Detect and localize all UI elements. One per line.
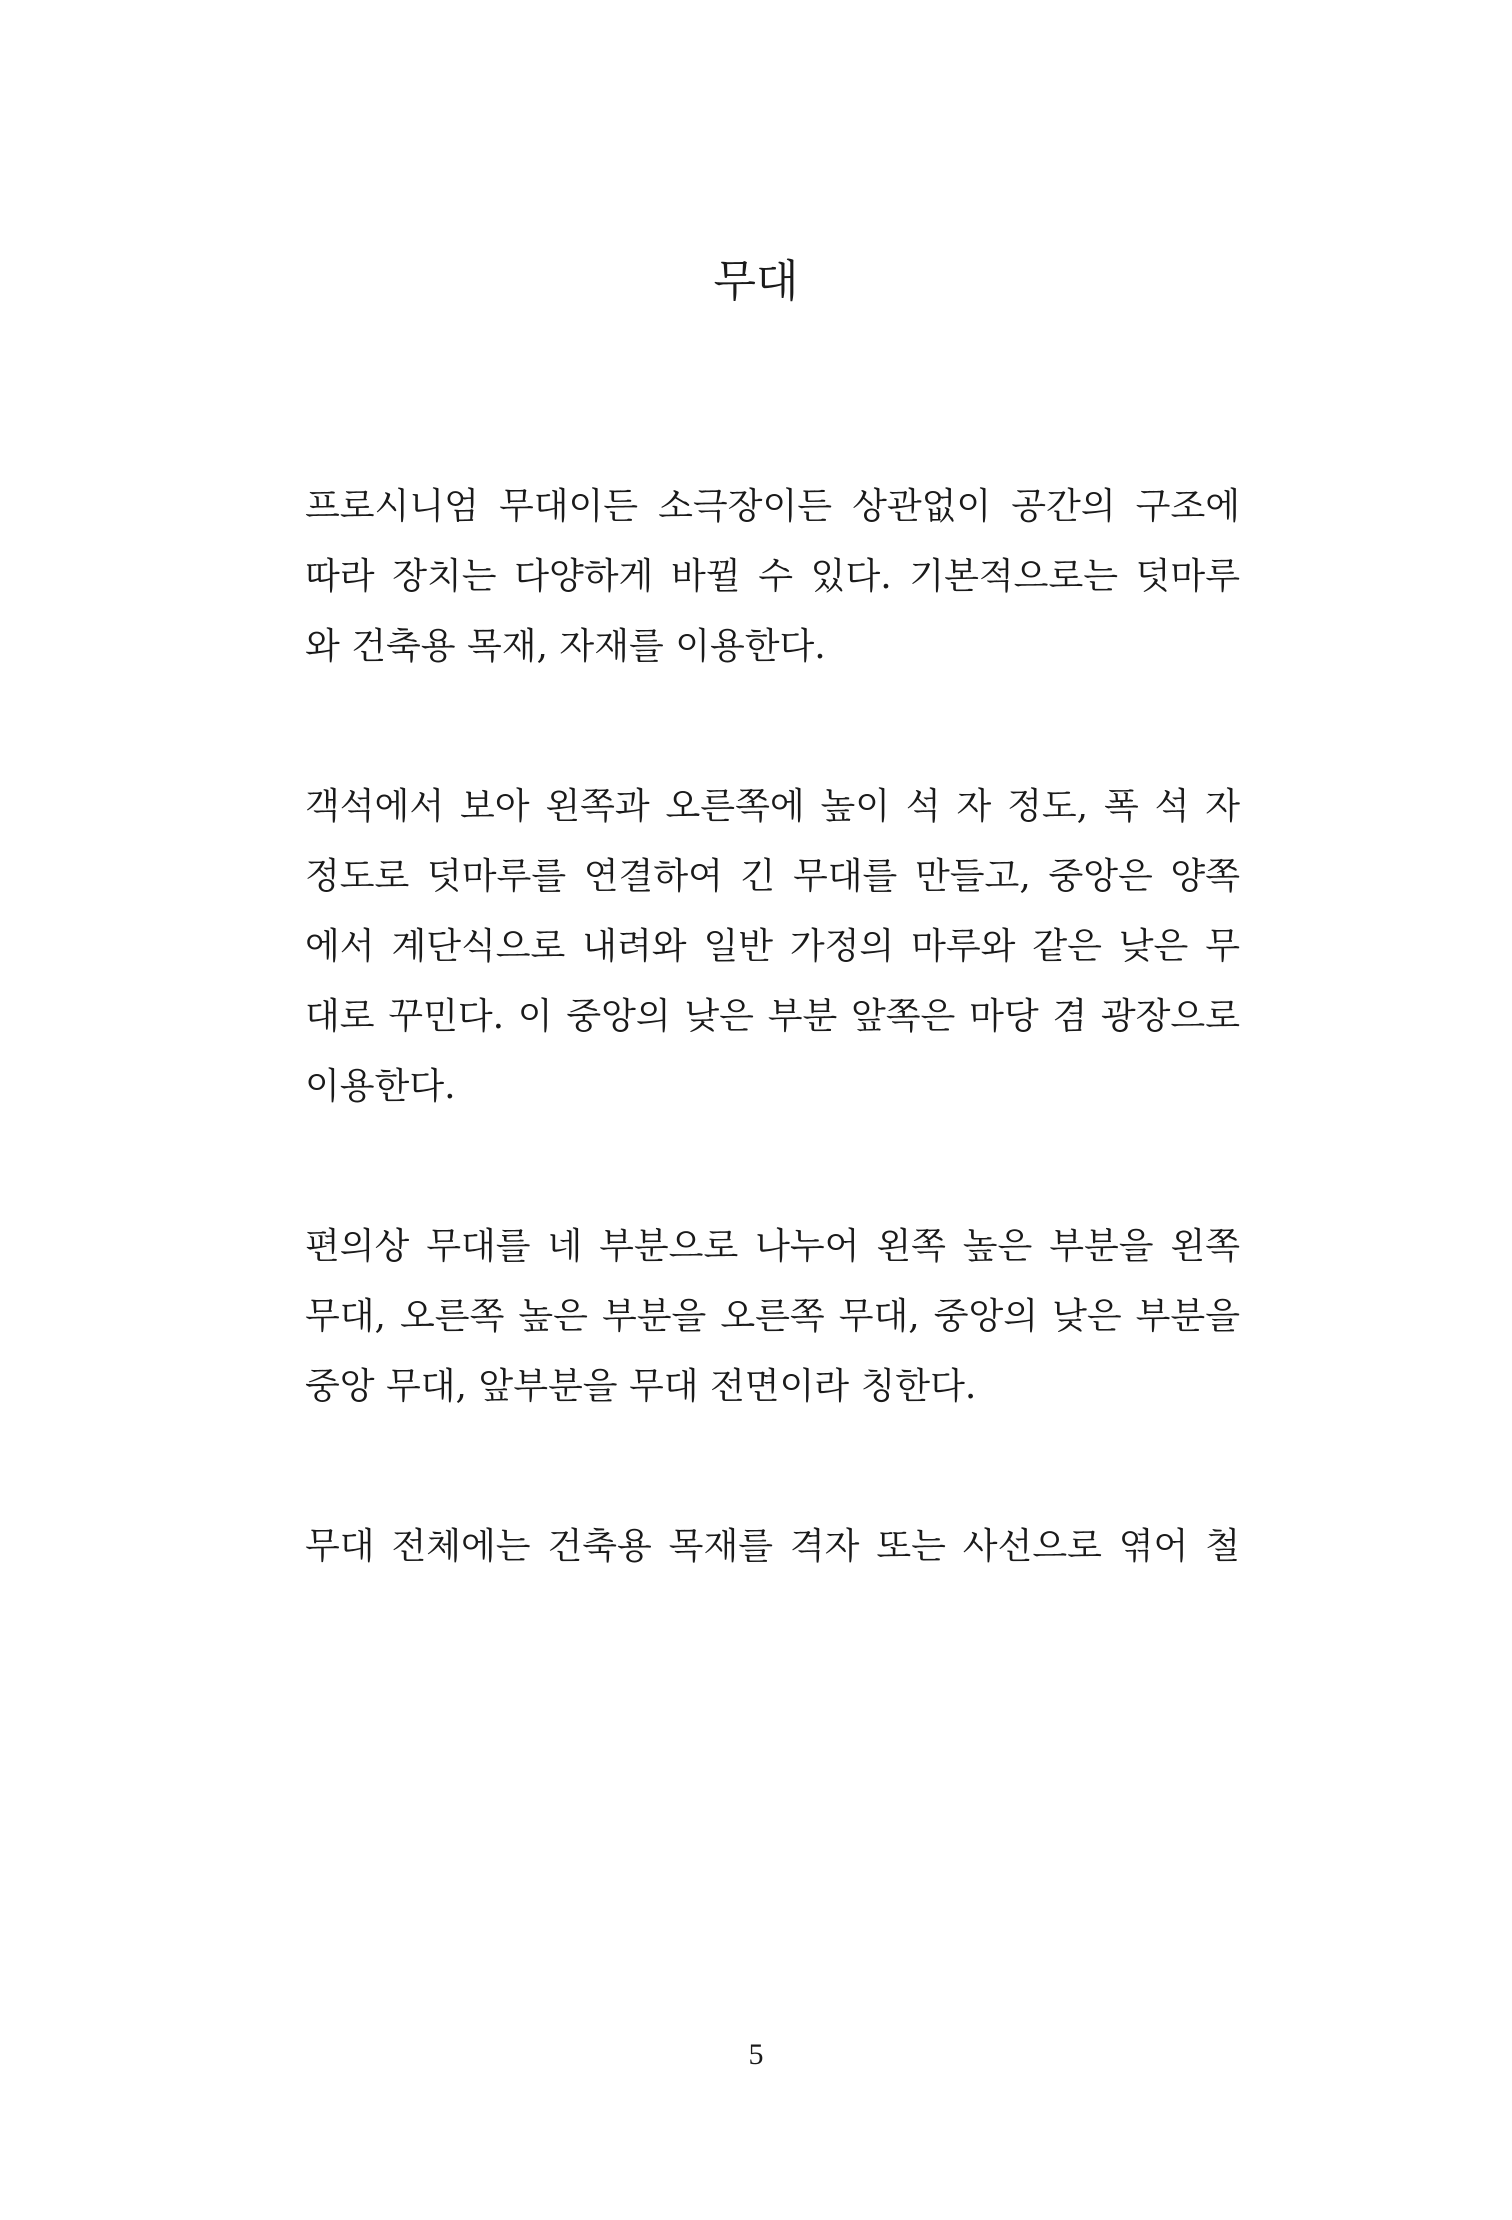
text-line: 객석에서 보아 왼쪽과 오른쪽에 높이 석 자 정도, 폭 석 자 — [305, 786, 1240, 827]
paragraph-4 — [305, 1512, 1240, 1582]
body-text — [305, 472, 1240, 1672]
text-line: 중앙 무대, 앞부분을 무대 전면이라 칭한다. — [305, 1366, 977, 1407]
page-number: 5 — [748, 2038, 764, 2071]
text-line: 무대 전체에는 건축용 목재를 격자 또는 사선으로 엮어 철 — [305, 1526, 1240, 1567]
text-line: 이용한다. — [305, 1066, 456, 1107]
paragraph-3 — [305, 1212, 1240, 1422]
page-title: 무대 — [713, 256, 799, 307]
text-line: 따라 장치는 다양하게 바뀔 수 있다. 기본적으로는 덧마루 — [305, 556, 1240, 597]
text-line: 프로시니엄 무대이든 소극장이든 상관없이 공간의 구조에 — [305, 486, 1240, 527]
text-line: 에서 계단식으로 내려와 일반 가정의 마루와 같은 낮은 무 — [305, 926, 1240, 967]
text-line: 무대, 오른쪽 높은 부분을 오른쪽 무대, 중앙의 낮은 부분을 — [305, 1296, 1240, 1337]
text-line: 와 건축용 목재, 자재를 이용한다. — [305, 626, 826, 667]
text-line: 대로 꾸민다. 이 중앙의 낮은 부분 앞쪽은 마당 겸 광장으로 — [305, 996, 1240, 1037]
paragraph-2 — [305, 772, 1240, 1122]
text-line: 정도로 덧마루를 연결하여 긴 무대를 만들고, 중앙은 양쪽 — [305, 856, 1240, 897]
paragraph-1 — [305, 472, 1240, 682]
text-line: 편의상 무대를 네 부분으로 나누어 왼쪽 높은 부분을 왼쪽 — [305, 1226, 1240, 1267]
